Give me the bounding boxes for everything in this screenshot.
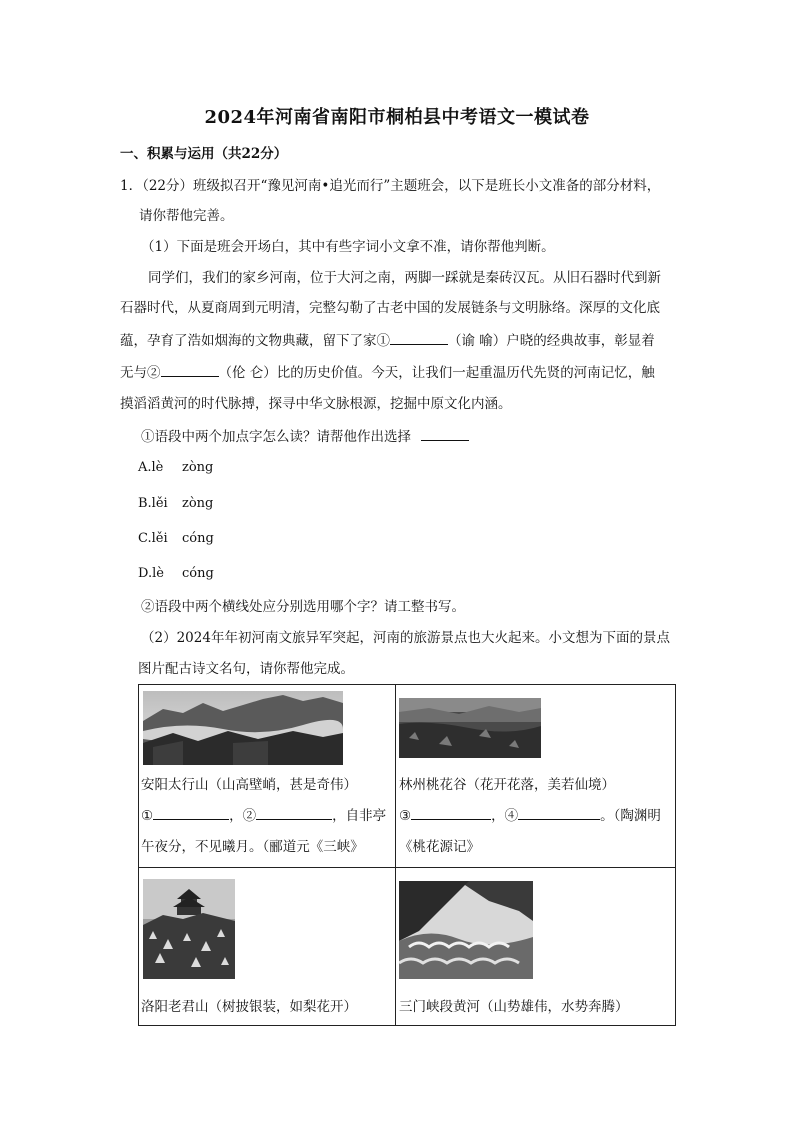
option-a-second: zòng: [182, 460, 214, 475]
option-c-first: C.lěi: [138, 531, 168, 546]
cell1-num2: ，②: [229, 808, 257, 824]
option-c-second: cóng: [182, 531, 214, 546]
option-c[interactable]: [138, 529, 214, 549]
cell2-line3: 《桃花源记》: [399, 839, 480, 855]
sub2-line1: （2）2024年年初河南文旅异军突起，河南的旅游景点也大火起来。小文想为下面的景点: [141, 630, 670, 646]
scenic-table: [138, 684, 676, 1026]
cell1-line3: 午夜分，不见曦月。（郦道元《三峡》: [141, 839, 364, 855]
option-d-first: D.lè: [138, 566, 164, 581]
sub2-line2: 图片配古诗文名句，请你帮他完成。: [138, 661, 354, 677]
pinyin-question: [141, 426, 469, 447]
cell1-num1: ①: [141, 808, 154, 824]
cell1-blank-2[interactable]: [256, 805, 332, 820]
cell2-num3: ③: [399, 808, 412, 824]
paragraph-line-3: [120, 330, 655, 351]
cell4-caption: 三门峡段黄河（山势雄伟，水势奔腾）: [399, 999, 629, 1015]
laojun-mountain-photo: [143, 879, 235, 979]
p3-text-a: 蕴，孕育了浩如烟海的文物典藏，留下了家①: [120, 333, 390, 349]
p4-text-a: 无与②: [120, 365, 161, 381]
paragraph-line-5: 摸滔滔黄河的时代脉搏，探寻中华文脉根源，挖掘中原文化内涵。: [120, 396, 512, 412]
taihang-mountain-photo: [143, 691, 343, 765]
table-divider-horizontal: [139, 867, 675, 868]
q1-line1: 1．（22分）班级拟召开“豫见河南•追光而行”主题班会，以下是班长小文准备的部分材料，: [120, 178, 661, 194]
cell2-blank-line: [399, 805, 661, 826]
write-question: ②语段中两个横线处应分别选用哪个字？请工整书写。: [141, 599, 465, 615]
option-d[interactable]: [138, 564, 214, 584]
q1-line2: 请你帮他完善。: [139, 208, 234, 224]
answer-blank[interactable]: [421, 426, 469, 441]
yellow-river-photo: [399, 881, 533, 979]
paragraph-line-4: [120, 362, 655, 383]
option-b-second: zòng: [182, 496, 214, 511]
option-b-first: B.lěi: [138, 496, 168, 511]
option-d-second: cóng: [182, 566, 214, 581]
pinyin-prompt: ①语段中两个加点字怎么读？请帮他作出选择: [141, 429, 411, 445]
peach-valley-photo: [399, 698, 541, 758]
option-a-first: A.lè: [138, 460, 164, 475]
cell2-blank-4[interactable]: [518, 805, 600, 820]
cell2-num4: ，④: [491, 808, 519, 824]
cell1-caption: 安阳太行山（山高壁峭，甚是奇伟）: [141, 777, 357, 793]
p3-text-b: （谕 喻）户晓的经典故事，彰显着: [448, 333, 655, 349]
section-heading: 一、积累与运用（共22分）: [120, 146, 288, 162]
cell1-blank-1[interactable]: [153, 805, 229, 820]
cell2-blank-3[interactable]: [411, 805, 491, 820]
cell2-tail: 。（陶渊明: [600, 808, 661, 824]
table-divider-vertical: [395, 685, 396, 1025]
sub1-intro: （1）下面是班会开场白，其中有些字词小文拿不准，请你帮他判断。: [141, 239, 555, 255]
option-a[interactable]: [138, 458, 214, 478]
cell3-caption: 洛阳老君山（树披银装，如梨花开）: [141, 999, 357, 1015]
option-b[interactable]: [138, 494, 214, 514]
paragraph-line-2: 石器时代，从夏商周到元明清，完整勾勒了古老中国的发展链条与文明脉络。深厚的文化底: [120, 300, 660, 316]
paragraph-line-1: 同学们，我们的家乡河南，位于大河之南，两脚一踩就是秦砖汉瓦。从旧石器时代到新: [148, 270, 661, 286]
blank-2[interactable]: [161, 362, 219, 377]
cell1-tail: ，自非亭: [332, 808, 387, 824]
p4-text-b: （伦 仑）比的历史价值。今天，让我们一起重温历代先贤的河南记忆，触: [218, 365, 655, 381]
cell2-caption: 林州桃花谷（花开花落，美若仙境）: [399, 777, 615, 793]
blank-1[interactable]: [390, 330, 448, 345]
page-title: 2024年河南省南阳市桐柏县中考语文一模试卷: [204, 107, 590, 128]
cell1-blank-line: [141, 805, 386, 826]
